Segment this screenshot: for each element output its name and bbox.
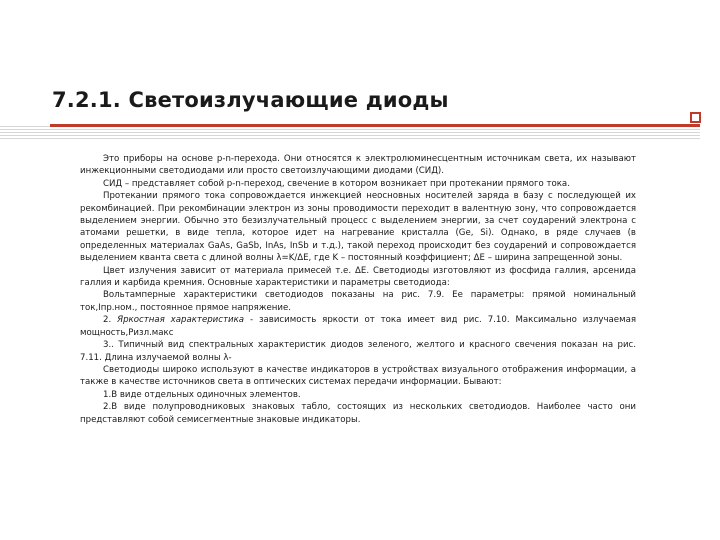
title-underline: [50, 124, 700, 127]
paragraph: 1.В виде отдельных одиночных элементов.: [103, 389, 301, 400]
paragraph: Это приборы на основе p-n-перехода. Они относятся к электролюминесцентным источникам света, их называют инжекционными светодиодами или просто светоизлучающими диодами (СИД).: [80, 154, 636, 177]
decorative-square-icon: [690, 112, 701, 123]
slide-title: 7.2.1. Светоизлучающие диоды: [52, 88, 449, 112]
paragraph: Протекании прямого тока сопровождается инжекцией неосновных носителей заряда в базу с последующей их рекомбинацией. При рекомбинации электрон из зоны проводимости переходит в валентную зону, что сопровождается выделением энергии. Обычно это безизлучательный процесс с выделением энергии, за счет соударений электрона с атомами решетки, в виде тепла, которое идет на нагревание кристалла (Ge, Si). Однако, в ряде случаев (в определенных материалах GaAs, GaSb, InAs, InSb и т.д.), такой переход происходит без соударений и сопровождается выделением кванта света с длиной волны λ=K/ΔE, где K – постоянный коэффициент; ΔE – ширина запрещенной зоны.: [80, 191, 636, 264]
paragraph: Цвет излучения зависит от материала примесей т.е. ΔE. Светодиоды изготовляют из фосфида галлия, арсенида галлия и карбида кремния. Основные характеристики и параметры светодиода:: [80, 265, 636, 289]
paragraph: Вольтамперные характеристики светодиодов показаны на рис. 7.9. Ее параметры: прямой номинальный ток,Iпр.ном., постоянное прямое напряжение.: [80, 290, 636, 313]
paragraph-rest: - зависимость яркости от тока имеет вид рис. 7.10. Максимально излучаемая мощность,Ризл.макс: [80, 315, 637, 338]
decorative-stripes: [0, 126, 700, 140]
paragraph: 3.. Типичный вид спектральных характеристик диодов зеленого, желтого и красного свечения показан на рис. 7.11. Длина излучаемой волны λ-: [80, 340, 636, 363]
paragraph: 2.В виде полупроводниковых знаковых табло, состоящих из нескольких светодиодов. Наиболее часто они представляют собой семисегментные знаковые индикаторы.: [80, 402, 636, 425]
paragraph: [80, 314, 636, 339]
list-number: 2.: [103, 315, 118, 326]
italic-term: Яркостная характеристика: [117, 315, 245, 326]
body-text: [80, 153, 636, 426]
paragraph: Светодиоды широко используют в качестве индикаторов в устройствах визуального отображения информации, а также в качестве источников света в оптических системах передачи информации. Бывают:: [80, 364, 636, 388]
paragraph: СИД – представляет собой p-n-переход, свечение в котором возникает при протекании прямого тока.: [103, 178, 570, 189]
